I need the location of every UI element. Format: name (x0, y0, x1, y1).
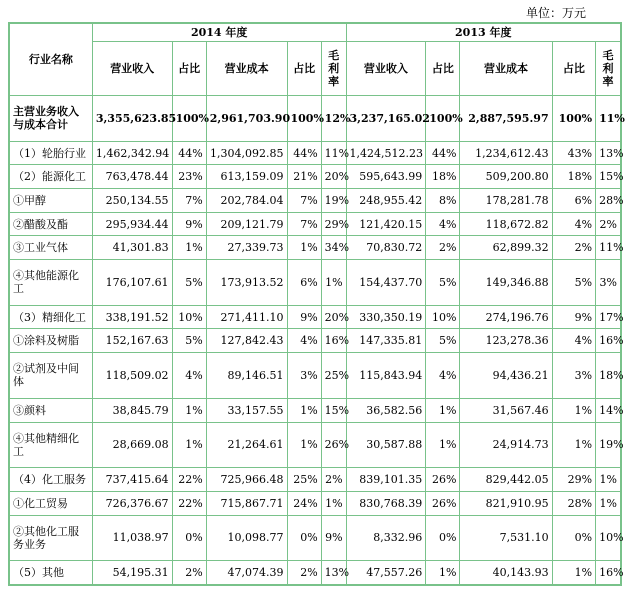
revenue-2013-cell: 115,843.94 (346, 353, 426, 399)
row-industry-name: ②试剂及中间体 (10, 353, 93, 399)
revenue-share-2014-cell: 44% (172, 141, 206, 165)
cost-share-2013-cell: 100% (552, 96, 595, 142)
header-industry: 行业名称 (10, 24, 93, 96)
margin-2013-cell: 1% (596, 468, 621, 492)
revenue-2013-cell: 70,830.72 (346, 236, 426, 260)
cost-share-2014-cell: 25% (287, 468, 321, 492)
margin-2013-cell: 14% (596, 398, 621, 422)
revenue-2014-cell: 295,934.44 (92, 212, 172, 236)
revenue-2014-cell: 1,462,342.94 (92, 141, 172, 165)
margin-2013-cell: 11% (596, 96, 621, 142)
revenue-2013-cell: 36,582.56 (346, 398, 426, 422)
revenue-share-2014-cell: 100% (172, 96, 206, 142)
margin-2013-cell: 15% (596, 165, 621, 189)
cost-share-2014-cell: 3% (287, 353, 321, 399)
cost-2014-cell: 209,121.79 (206, 212, 287, 236)
cost-share-2013-cell: 5% (552, 260, 595, 306)
margin-2014-cell: 1% (321, 491, 346, 515)
header-revenue-2013: 营业收入 (346, 42, 426, 96)
revenue-2014-cell: 338,191.52 (92, 305, 172, 329)
revenue-share-2013-cell: 1% (426, 422, 460, 468)
revenue-share-2014-cell: 9% (172, 212, 206, 236)
cost-share-2013-cell: 29% (552, 468, 595, 492)
cost-2013-cell: 94,436.21 (460, 353, 552, 399)
row-industry-name: ①甲醇 (10, 189, 93, 213)
cost-2014-cell: 202,784.04 (206, 189, 287, 213)
cost-share-2013-cell: 9% (552, 305, 595, 329)
revenue-2014-cell: 54,195.31 (92, 561, 172, 585)
cost-share-2014-cell: 0% (287, 515, 321, 561)
table-row (10, 561, 621, 585)
table-row (10, 260, 621, 306)
revenue-2013-cell: 30,587.88 (346, 422, 426, 468)
revenue-2013-cell: 830,768.39 (346, 491, 426, 515)
cost-share-2014-cell: 4% (287, 329, 321, 353)
table-row (10, 468, 621, 492)
margin-2014-cell: 20% (321, 305, 346, 329)
revenue-cost-table (9, 23, 625, 585)
revenue-2014-cell: 38,845.79 (92, 398, 172, 422)
revenue-share-2013-cell: 26% (426, 468, 460, 492)
revenue-2014-cell: 726,376.67 (92, 491, 172, 515)
row-industry-name: ②其他化工服务业务 (10, 515, 93, 561)
table-row (10, 305, 621, 329)
row-industry-name: （2）能源化工 (10, 165, 93, 189)
cost-2013-cell: 821,910.95 (460, 491, 552, 515)
margin-2013-cell: 1% (596, 491, 621, 515)
revenue-2013-cell: 8,332.96 (346, 515, 426, 561)
margin-2013-cell: 2% (596, 212, 621, 236)
row-industry-name: ③工业气体 (10, 236, 93, 260)
revenue-share-2013-cell: 44% (426, 141, 460, 165)
cost-share-2014-cell: 2% (287, 561, 321, 585)
cost-share-2014-cell: 7% (287, 189, 321, 213)
unit-label: 单位：万元 (525, 6, 586, 20)
margin-2014-cell: 9% (321, 515, 346, 561)
margin-2014-cell: 13% (321, 561, 346, 585)
revenue-share-2014-cell: 22% (172, 468, 206, 492)
header-margin-2013: 毛利率 (596, 42, 621, 96)
cost-share-2014-cell: 1% (287, 422, 321, 468)
table-row (10, 422, 621, 468)
revenue-2014-cell: 763,478.44 (92, 165, 172, 189)
cost-2013-cell: 7,531.10 (460, 515, 552, 561)
cost-2014-cell: 2,961,703.90 (206, 96, 287, 142)
margin-2014-cell: 29% (321, 212, 346, 236)
margin-2014-cell: 1% (321, 260, 346, 306)
revenue-2013-cell: 248,955.42 (346, 189, 426, 213)
revenue-share-2013-cell: 26% (426, 491, 460, 515)
cost-share-2013-cell: 43% (552, 141, 595, 165)
cost-2014-cell: 127,842.43 (206, 329, 287, 353)
revenue-share-2013-cell: 5% (426, 260, 460, 306)
revenue-2013-cell: 121,420.15 (346, 212, 426, 236)
cost-2013-cell: 274,196.76 (460, 305, 552, 329)
cost-share-2013-cell: 28% (552, 491, 595, 515)
revenue-share-2013-cell: 10% (426, 305, 460, 329)
revenue-2013-cell: 47,557.26 (346, 561, 426, 585)
revenue-share-2013-cell: 1% (426, 398, 460, 422)
cost-2013-cell: 149,346.88 (460, 260, 552, 306)
cost-share-2013-cell: 1% (552, 422, 595, 468)
margin-2014-cell: 26% (321, 422, 346, 468)
cost-share-2013-cell: 1% (552, 561, 595, 585)
revenue-2014-cell: 152,167.63 (92, 329, 172, 353)
margin-2013-cell: 3% (596, 260, 621, 306)
margin-2013-cell: 19% (596, 422, 621, 468)
revenue-share-2014-cell: 5% (172, 260, 206, 306)
table-row (10, 515, 621, 561)
margin-2013-cell: 18% (596, 353, 621, 399)
revenue-2013-cell: 1,424,512.23 (346, 141, 426, 165)
cost-2013-cell: 40,143.93 (460, 561, 552, 585)
header-cost-share-2014: 占比 (287, 42, 321, 96)
revenue-2014-cell: 176,107.61 (92, 260, 172, 306)
financial-table-container (8, 22, 625, 586)
revenue-2014-cell: 118,509.02 (92, 353, 172, 399)
margin-2014-cell: 11% (321, 141, 346, 165)
revenue-share-2013-cell: 1% (426, 561, 460, 585)
header-cost-2014: 营业成本 (206, 42, 287, 96)
cost-share-2013-cell: 2% (552, 236, 595, 260)
revenue-share-2014-cell: 7% (172, 189, 206, 213)
row-industry-name: ①涂料及树脂 (10, 329, 93, 353)
header-share-2014: 占比 (172, 42, 206, 96)
row-industry-name: （5）其他 (10, 561, 93, 585)
revenue-2013-cell: 330,350.19 (346, 305, 426, 329)
table-row (10, 491, 621, 515)
margin-2014-cell: 34% (321, 236, 346, 260)
row-industry-name: 主营业务收入与成本合计 (10, 96, 93, 142)
cost-2013-cell: 31,567.46 (460, 398, 552, 422)
revenue-2013-cell: 839,101.35 (346, 468, 426, 492)
margin-2014-cell: 15% (321, 398, 346, 422)
revenue-share-2013-cell: 8% (426, 189, 460, 213)
margin-2013-cell: 10% (596, 515, 621, 561)
table-row (10, 329, 621, 353)
cost-2014-cell: 33,157.55 (206, 398, 287, 422)
table-body (10, 96, 625, 585)
revenue-share-2014-cell: 23% (172, 165, 206, 189)
cost-2014-cell: 725,966.48 (206, 468, 287, 492)
cost-share-2014-cell: 100% (287, 96, 321, 142)
cost-share-2014-cell: 9% (287, 305, 321, 329)
revenue-share-2014-cell: 4% (172, 353, 206, 399)
revenue-2014-cell: 3,355,623.85 (92, 96, 172, 142)
cost-2013-cell: 1,234,612.43 (460, 141, 552, 165)
table-row (10, 96, 621, 142)
revenue-share-2013-cell: 4% (426, 353, 460, 399)
cost-2014-cell: 10,098.77 (206, 515, 287, 561)
revenue-2014-cell: 41,301.83 (92, 236, 172, 260)
table-row (10, 165, 621, 189)
revenue-2013-cell: 595,643.99 (346, 165, 426, 189)
cost-share-2013-cell: 4% (552, 212, 595, 236)
cost-2014-cell: 27,339.73 (206, 236, 287, 260)
cost-2014-cell: 271,411.10 (206, 305, 287, 329)
cost-2013-cell: 2,887,595.97 (460, 96, 552, 142)
cost-2014-cell: 47,074.39 (206, 561, 287, 585)
table-row (10, 398, 621, 422)
cost-2013-cell: 178,281.78 (460, 189, 552, 213)
cost-share-2013-cell: 3% (552, 353, 595, 399)
revenue-2014-cell: 11,038.97 (92, 515, 172, 561)
margin-2013-cell: 28% (596, 189, 621, 213)
cost-share-2014-cell: 7% (287, 212, 321, 236)
revenue-share-2014-cell: 1% (172, 422, 206, 468)
cost-share-2014-cell: 1% (287, 398, 321, 422)
cost-share-2014-cell: 44% (287, 141, 321, 165)
cost-share-2014-cell: 6% (287, 260, 321, 306)
cost-share-2013-cell: 0% (552, 515, 595, 561)
margin-2013-cell: 11% (596, 236, 621, 260)
margin-2014-cell: 19% (321, 189, 346, 213)
header-share-2013: 占比 (426, 42, 460, 96)
revenue-share-2013-cell: 4% (426, 212, 460, 236)
row-industry-name: （4）化工服务 (10, 468, 93, 492)
revenue-2014-cell: 250,134.55 (92, 189, 172, 213)
row-industry-name: （3）精细化工 (10, 305, 93, 329)
header-margin-2014: 毛利率 (321, 42, 346, 96)
cost-2013-cell: 123,278.36 (460, 329, 552, 353)
revenue-share-2014-cell: 0% (172, 515, 206, 561)
revenue-share-2013-cell: 2% (426, 236, 460, 260)
margin-2014-cell: 16% (321, 329, 346, 353)
cost-2013-cell: 509,200.80 (460, 165, 552, 189)
header-cost-2013: 营业成本 (460, 42, 552, 96)
revenue-share-2014-cell: 1% (172, 236, 206, 260)
cost-2014-cell: 715,867.71 (206, 491, 287, 515)
cost-share-2013-cell: 1% (552, 398, 595, 422)
cost-2013-cell: 118,672.82 (460, 212, 552, 236)
revenue-share-2013-cell: 0% (426, 515, 460, 561)
cost-share-2013-cell: 6% (552, 189, 595, 213)
row-industry-name: ③颜料 (10, 398, 93, 422)
revenue-share-2014-cell: 1% (172, 398, 206, 422)
table-row (10, 236, 621, 260)
cost-2013-cell: 24,914.73 (460, 422, 552, 468)
cost-share-2013-cell: 4% (552, 329, 595, 353)
revenue-share-2014-cell: 2% (172, 561, 206, 585)
row-industry-name: ①化工贸易 (10, 491, 93, 515)
cost-2014-cell: 21,264.61 (206, 422, 287, 468)
revenue-2014-cell: 28,669.08 (92, 422, 172, 468)
margin-2013-cell: 16% (596, 561, 621, 585)
revenue-share-2013-cell: 5% (426, 329, 460, 353)
margin-2014-cell: 12% (321, 96, 346, 142)
cost-2013-cell: 62,899.32 (460, 236, 552, 260)
revenue-share-2014-cell: 10% (172, 305, 206, 329)
revenue-2013-cell: 154,437.70 (346, 260, 426, 306)
cost-2014-cell: 613,159.09 (206, 165, 287, 189)
revenue-share-2013-cell: 18% (426, 165, 460, 189)
cost-2014-cell: 1,304,092.85 (206, 141, 287, 165)
revenue-share-2013-cell: 100% (426, 96, 460, 142)
row-industry-name: ④其他精细化工 (10, 422, 93, 468)
margin-2013-cell: 16% (596, 329, 621, 353)
header-year-2013: 2013 年度 (346, 24, 620, 42)
cost-2013-cell: 829,442.05 (460, 468, 552, 492)
header-cost-share-2013: 占比 (552, 42, 595, 96)
revenue-2013-cell: 3,237,165.02 (346, 96, 426, 142)
cost-2014-cell: 173,913.52 (206, 260, 287, 306)
revenue-2013-cell: 147,335.81 (346, 329, 426, 353)
header-year-2014: 2014 年度 (92, 24, 346, 42)
cost-2014-cell: 89,146.51 (206, 353, 287, 399)
revenue-share-2014-cell: 5% (172, 329, 206, 353)
table-row (10, 141, 621, 165)
cost-share-2013-cell: 18% (552, 165, 595, 189)
margin-2014-cell: 20% (321, 165, 346, 189)
revenue-share-2014-cell: 22% (172, 491, 206, 515)
cost-share-2014-cell: 1% (287, 236, 321, 260)
cost-share-2014-cell: 24% (287, 491, 321, 515)
cost-share-2014-cell: 21% (287, 165, 321, 189)
margin-2014-cell: 25% (321, 353, 346, 399)
header-revenue-2014: 营业收入 (92, 42, 172, 96)
table-row (10, 353, 621, 399)
margin-2013-cell: 13% (596, 141, 621, 165)
table-row (10, 212, 621, 236)
margin-2014-cell: 2% (321, 468, 346, 492)
revenue-2014-cell: 737,415.64 (92, 468, 172, 492)
row-industry-name: ②醋酸及酯 (10, 212, 93, 236)
row-industry-name: ④其他能源化工 (10, 260, 93, 306)
table-row (10, 189, 621, 213)
margin-2013-cell: 17% (596, 305, 621, 329)
row-industry-name: （1）轮胎行业 (10, 141, 93, 165)
